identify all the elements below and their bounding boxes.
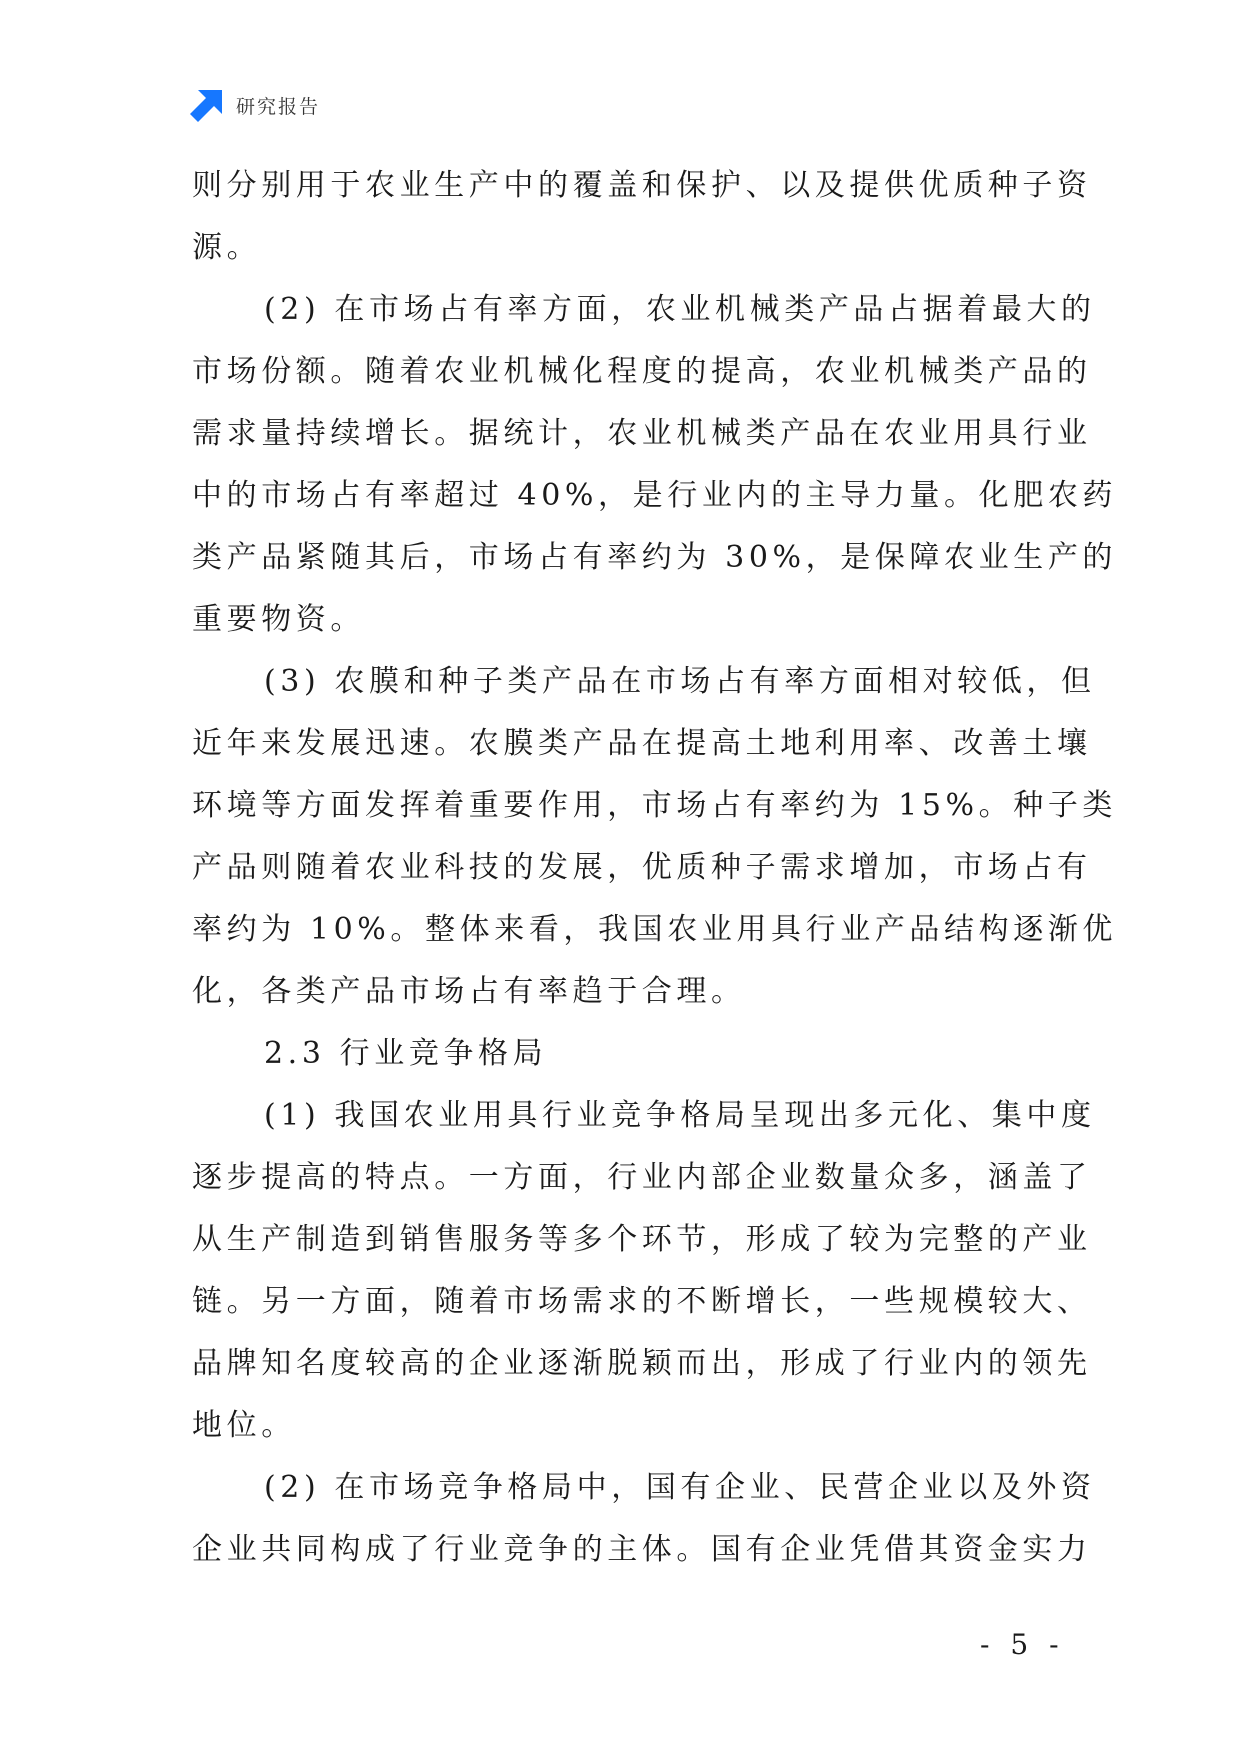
text-line: 逐步提高的特点。一方面，行业内部企业数量众多，涵盖了 bbox=[192, 1160, 1092, 1195]
body-text bbox=[192, 155, 1118, 1581]
text-line: (1) 我国农业用具行业竞争格局呈现出多元化、集中度 bbox=[264, 1098, 1096, 1133]
text-line: (3) 农膜和种子类产品在市场占有率方面相对较低，但 bbox=[264, 664, 1096, 699]
text-line: 近年来发展迅速。农膜类产品在提高土地利用率、改善土壤 bbox=[192, 726, 1092, 761]
text-line: 源。 bbox=[192, 230, 262, 265]
text-line: 需求量持续增长。据统计，农业机械类产品在农业用具行业 bbox=[192, 416, 1092, 451]
text-line: 环境等方面发挥着重要作用，市场占有率约为 15%。种子类 bbox=[192, 788, 1118, 823]
text-line: (2) 在市场占有率方面，农业机械类产品占据着最大的 bbox=[264, 292, 1096, 327]
text-line: 重要物资。 bbox=[192, 602, 365, 637]
text-line: 品牌知名度较高的企业逐渐脱颖而出，形成了行业内的领先 bbox=[192, 1346, 1092, 1381]
page-header bbox=[190, 88, 320, 122]
text-line: 市场份额。随着农业机械化程度的提高，农业机械类产品的 bbox=[192, 354, 1092, 389]
text-line: 类产品紧随其后，市场占有率约为 30%，是保障农业生产的 bbox=[192, 540, 1118, 575]
text-line: 中的市场占有率超过 40%，是行业内的主导力量。化肥农药 bbox=[192, 478, 1118, 513]
text-line: 则分别用于农业生产中的覆盖和保护、以及提供优质种子资 bbox=[192, 168, 1092, 203]
text-line: 化，各类产品市场占有率趋于合理。 bbox=[192, 974, 746, 1009]
page-number: - 5 - bbox=[980, 1628, 1065, 1661]
section-heading: 2.3 行业竞争格局 bbox=[264, 1036, 548, 1071]
arrow-up-right-icon bbox=[190, 88, 224, 122]
text-line: 链。另一方面，随着市场需求的不断增长，一些规模较大、 bbox=[192, 1284, 1092, 1319]
text-line: 地位。 bbox=[192, 1408, 296, 1443]
text-line: 从生产制造到销售服务等多个环节，形成了较为完整的产业 bbox=[192, 1222, 1092, 1257]
text-line: (2) 在市场竞争格局中，国有企业、民营企业以及外资 bbox=[264, 1470, 1096, 1505]
text-line: 率约为 10%。整体来看，我国农业用具行业产品结构逐渐优 bbox=[192, 912, 1118, 947]
text-line: 产品则随着农业科技的发展，优质种子需求增加，市场占有 bbox=[192, 850, 1092, 885]
header-title: 研究报告 bbox=[236, 95, 321, 118]
text-line: 企业共同构成了行业竞争的主体。国有企业凭借其资金实力 bbox=[192, 1532, 1092, 1567]
